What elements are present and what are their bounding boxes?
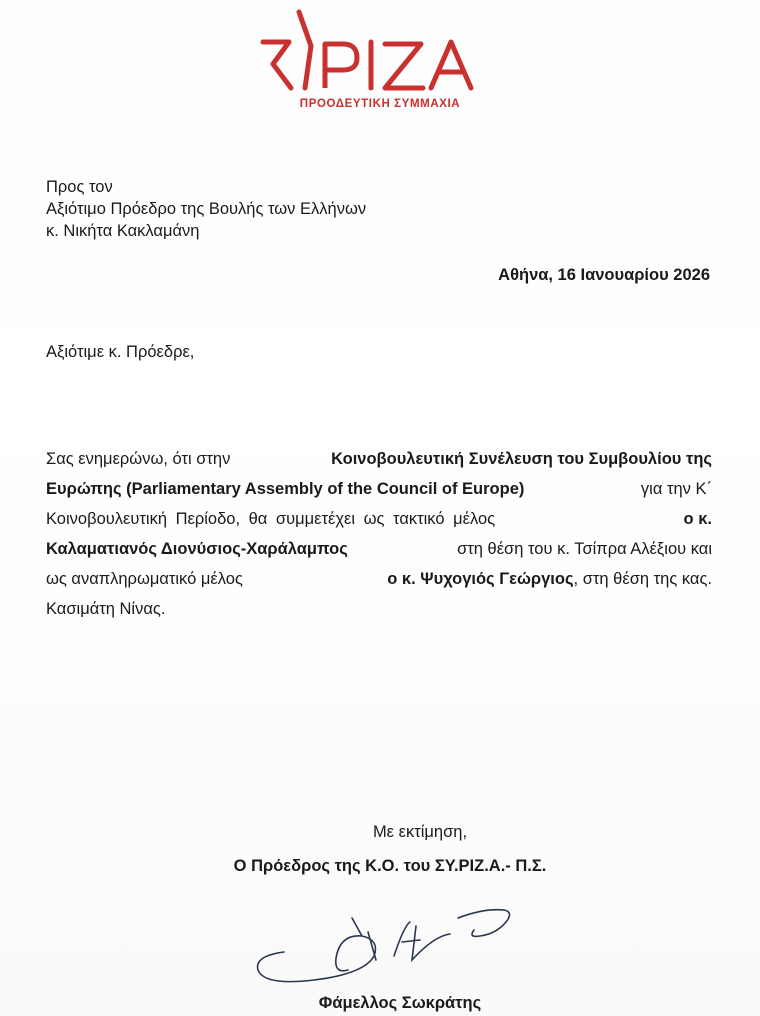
- body-line-2: [46, 474, 712, 504]
- body-text-segment: Κασιμάτη Νίνας.: [46, 600, 166, 618]
- body-line-6: [46, 594, 712, 624]
- body-text-segment: Σας ενημερώνω, ότι στην: [46, 450, 231, 468]
- body-bold-segment: ο κ. Ψυχογιός Γεώργιος: [387, 570, 574, 588]
- letter-date: Αθήνα, 16 Ιανουαρίου 2026: [498, 266, 710, 284]
- recipient-line-2: Αξιότιμο Πρόεδρο της Βουλής των Ελλήνων: [46, 200, 367, 218]
- body-line-4: [46, 534, 712, 564]
- body-line-5-tail: [387, 564, 712, 594]
- letter-body: [46, 444, 712, 624]
- recipient-line-1: Προς τον: [46, 178, 113, 196]
- body-bold-segment: Καλαματιανός Διονύσιος-Χαράλαμπος: [46, 540, 348, 558]
- signature-icon: [244, 896, 524, 992]
- body-line-3: [46, 504, 712, 534]
- closing-title: Ο Πρόεδρος της Κ.Ο. του ΣΥ.ΡΙΖ.Α.- Π.Σ.: [233, 857, 547, 875]
- body-text-segment: , στη θέση της κας.: [573, 570, 712, 588]
- body-bold-segment: Κοινοβουλευτική Συνέλευση του Συμβουλίου της: [331, 450, 712, 468]
- signer-name: Φάμελλος Σωκράτης: [318, 994, 482, 1012]
- body-text-segment: στη θέση του κ. Τσίπρα Αλέξιου και: [457, 540, 712, 558]
- party-logo: [0, 8, 760, 110]
- body-text-segment: ως αναπληρωματικό μέλος: [46, 570, 243, 588]
- body-text-segment: Κοινοβουλευτική Περίοδο, θα συμμετέχει ως τακτικό μέλος: [46, 510, 496, 528]
- recipient-line-3: κ. Νικήτα Κακλαμάνη: [46, 222, 200, 240]
- body-bold-segment: ο κ.: [683, 510, 712, 528]
- salutation: Αξιότιμε κ. Πρόεδρε,: [46, 343, 195, 361]
- body-text-segment: για την Κ΄: [640, 480, 712, 498]
- closing-greeting: Με εκτίμηση,: [372, 823, 468, 841]
- body-line-5: [46, 564, 712, 594]
- body-line-1: [46, 444, 712, 474]
- body-bold-segment: Ευρώπης (Parliamentary Assembly of the Council of Europe): [46, 480, 525, 498]
- logo-subtitle: ΠΡΟΟΔΕΥΤΙΚΗ ΣΥΜΜΑΧΙΑ: [299, 98, 461, 110]
- recipient-address: [46, 176, 366, 242]
- syriza-logo-icon: [255, 8, 505, 94]
